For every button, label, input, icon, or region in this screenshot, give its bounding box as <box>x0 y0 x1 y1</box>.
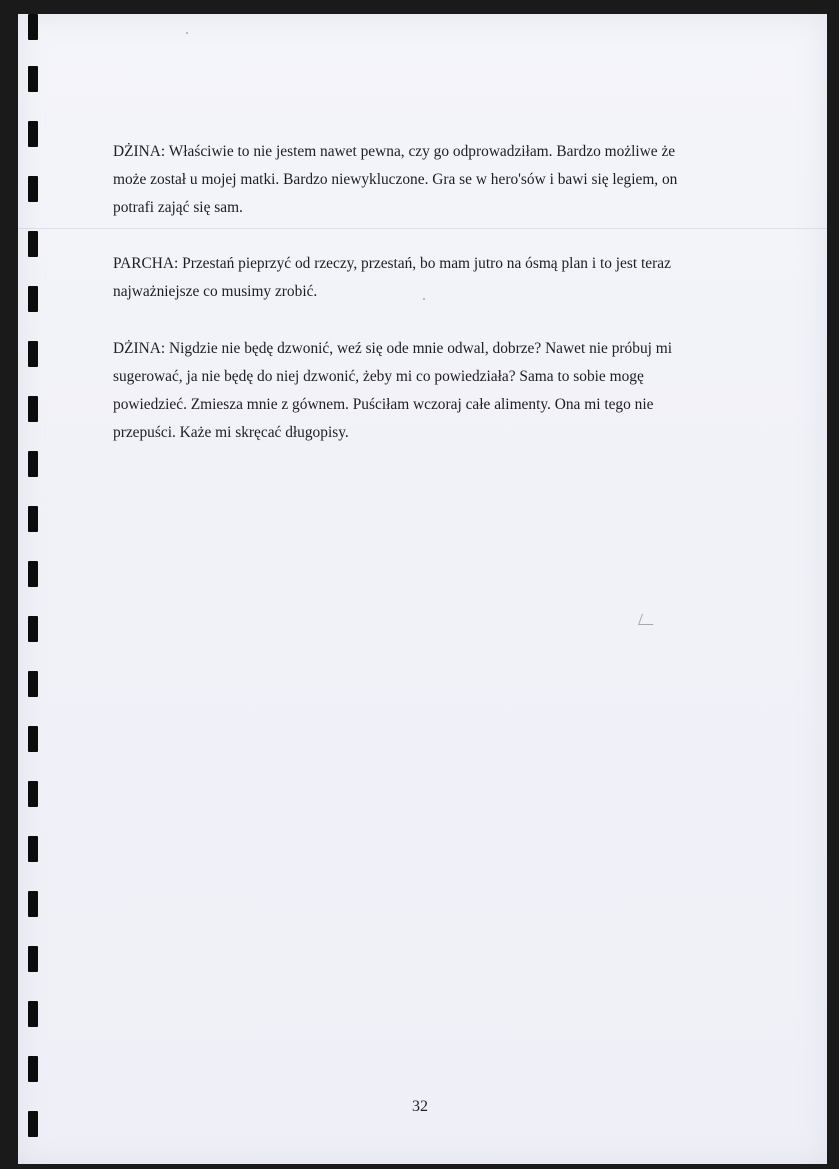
binding-hole <box>28 1001 38 1027</box>
binding-hole <box>28 836 38 862</box>
text-line: powiedzieć. Zmiesza mnie z gównem. Puściłam wczoraj całe alimenty. Ona mi tego nie <box>113 396 654 413</box>
binding-hole <box>28 231 38 257</box>
text-line: sugerować, ja nie będę do niej dzwonić, żeby mi co powiedziała? Sama to sobie mogę <box>113 368 644 385</box>
text-line: potrafi zająć się sam. <box>113 199 243 216</box>
dialogue-paragraph <box>113 250 723 306</box>
binding-hole <box>28 451 38 477</box>
binding-hole <box>28 14 38 40</box>
binding-hole <box>28 506 38 532</box>
text-line: przepuści. Każe mi skręcać długopisy. <box>113 424 349 441</box>
scan-speck <box>186 32 188 34</box>
binding-hole <box>28 726 38 752</box>
pencil-mark <box>638 614 657 625</box>
binding-hole <box>28 66 38 92</box>
binding-hole <box>28 286 38 312</box>
fold-line <box>18 228 827 229</box>
binding-hole <box>28 396 38 422</box>
text-line: DŻINA: Nigdzie nie będę dzwonić, weź się ode mnie odwal, dobrze? Nawet nie próbuj mi <box>113 340 673 357</box>
dialogue-paragraph <box>113 335 723 447</box>
page-number: 32 <box>412 1098 428 1115</box>
spiral-binding <box>0 0 40 1169</box>
text-line: może został u mojej matki. Bardzo niewykluczone. Gra se w hero'sów i bawi się legiem, on <box>113 171 678 188</box>
text-line: najważniejsze co musimy zrobić. <box>113 283 318 300</box>
binding-hole <box>28 616 38 642</box>
binding-hole <box>28 121 38 147</box>
binding-hole <box>28 781 38 807</box>
binding-hole <box>28 341 38 367</box>
dialogue-paragraph <box>113 138 723 222</box>
text-line: PARCHA: Przestań pieprzyć od rzeczy, przestań, bo mam jutro na ósmą plan i to jest teraz <box>113 255 671 272</box>
binding-hole <box>28 1056 38 1082</box>
binding-hole <box>28 946 38 972</box>
binding-hole <box>28 176 38 202</box>
binding-hole <box>28 891 38 917</box>
text-line: DŻINA: Właściwie to nie jestem nawet pewna, czy go odprowadziłam. Bardzo możliwe że <box>113 143 676 160</box>
binding-hole <box>28 561 38 587</box>
binding-hole <box>28 1111 38 1137</box>
binding-hole <box>28 671 38 697</box>
